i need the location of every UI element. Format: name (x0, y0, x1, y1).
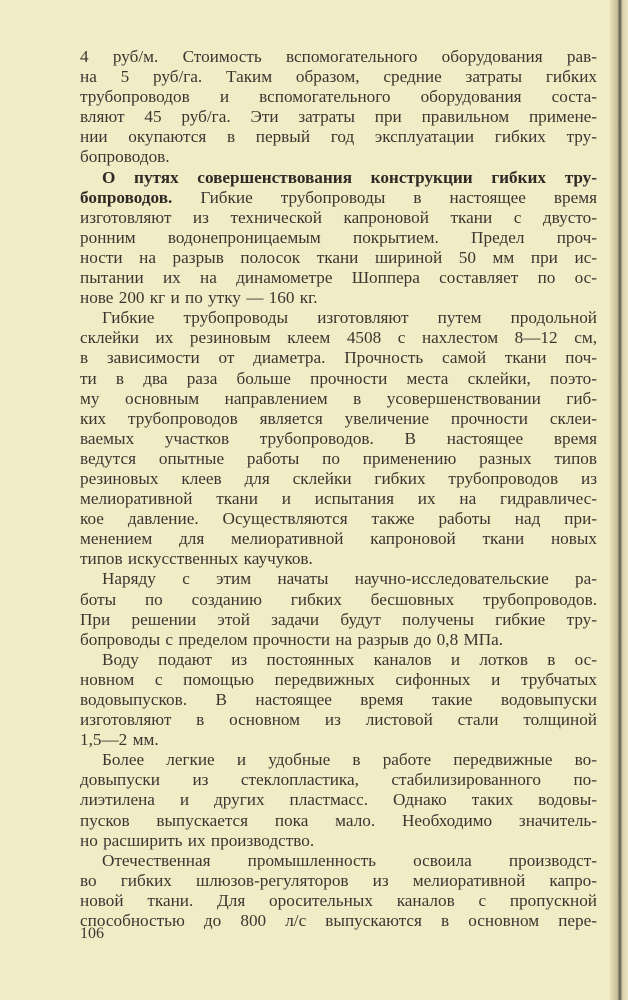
bold-heading: бопроводов. (80, 187, 173, 207)
line-text: ведутся опытные работы по применению разных типов (80, 448, 597, 468)
line-text: изготовляют из технической капроновой ткани с двусто- (80, 207, 597, 227)
text-line (80, 188, 597, 208)
line-text: ности на разрыв полосок ткани шириной 50 мм при ис- (80, 247, 597, 267)
text-line (80, 127, 597, 147)
text-line (80, 670, 597, 690)
line-text: Воду подают из постоянных каналов и лотков в ос- (102, 649, 597, 669)
line-text: нове 200 кг и по утку — 160 кг. (80, 288, 318, 308)
line-text: ронним водонепроницаемым покрытием. Предел проч- (80, 227, 597, 247)
page-binding-edge (610, 0, 628, 1000)
line-text: склейки их резиновым клеем 4508 с нахлестом 8—12 см, (80, 328, 597, 348)
text-line (80, 429, 597, 449)
line-text: Гибкие трубопроводы изготовляют путем продольной (102, 308, 597, 328)
line-text: 4 руб/м. Стоимость вспомогательного оборудования рав- (80, 47, 597, 66)
paragraph (80, 650, 597, 750)
line-text: способностью до 800 л/с выпускаются в основном пере- (80, 911, 597, 931)
text-line (80, 328, 597, 348)
text-line (80, 107, 597, 127)
line-text: резиновых клеев для склейки гибких трубопроводов из (80, 468, 597, 488)
line-text: мелиоративной ткани и испытания их на гидравличес- (80, 489, 597, 509)
line-text: ких трубопроводов является увеличение прочности склеи- (80, 408, 597, 428)
line-text: пусков выпускается пока мало. Необходимо значитель- (80, 810, 597, 830)
text-line (80, 750, 597, 770)
text-line (80, 811, 597, 831)
page-number: 106 (80, 925, 104, 942)
text-line (80, 288, 597, 308)
paragraph (80, 168, 597, 309)
text-line (80, 569, 597, 589)
paragraph (80, 851, 597, 931)
line-text: бопроводы с пределом прочности на разрыв до 0,8 МПа. (80, 629, 504, 649)
text-line (80, 469, 597, 489)
text-line (80, 489, 597, 509)
text-line (80, 851, 597, 871)
text-line (80, 509, 597, 529)
line-text: новном с помощью передвижных сифонных и трубчатых (80, 669, 597, 689)
line-text: типов искусственных каучуков. (80, 549, 313, 569)
text-line (80, 87, 597, 107)
line-text: Более легкие и удобные в работе передвижные во- (102, 750, 597, 770)
line-text: бопроводов. (80, 147, 170, 167)
paragraph (80, 47, 597, 168)
line-text: пытании их на динамометре Шоппера составляет по ос- (80, 268, 597, 288)
text-line (80, 348, 597, 368)
text-line (80, 529, 597, 549)
text-line (80, 610, 597, 630)
line-text: на 5 руб/га. Таким образом, средние затраты гибких (80, 67, 597, 87)
text-line (80, 208, 597, 228)
text-line (80, 790, 597, 810)
text-line (80, 308, 597, 328)
text-line (80, 911, 597, 931)
line-text: кое давление. Осуществляются также работы над при- (80, 509, 597, 529)
line-text: ти в два раза больше прочности места склейки, поэто- (80, 368, 597, 388)
line-text: 1,5—2 мм. (80, 730, 159, 750)
line-text: довыпуски из стеклопластика, стабилизированного по- (80, 770, 597, 790)
paragraph (80, 569, 597, 649)
text-line (80, 871, 597, 891)
text-line (80, 730, 597, 750)
line-text: трубопроводов и вспомогательного оборудования соста- (80, 87, 597, 107)
line-text: в зависимости от диаметра. Прочность самой ткани поч- (80, 348, 597, 368)
text-line (80, 690, 597, 710)
line-text: ваемых участков трубопроводов. В настоящее время (80, 428, 597, 448)
line-text: водовыпусков. В настоящее время такие водовыпуски (80, 690, 597, 709)
text-line (80, 369, 597, 389)
text-line (80, 47, 597, 67)
line-text: нии окупаются в первый год эксплуатации гибких тру- (80, 127, 597, 147)
text-line (80, 389, 597, 409)
line-text: изготовляют в основном из листовой стали толщиной (80, 710, 597, 730)
text-line (80, 630, 597, 650)
line-text: менением для мелиоративной капроновой ткани новых (80, 529, 597, 549)
line-text: но расширить их производство. (80, 830, 315, 850)
text-line (80, 67, 597, 87)
page-body (80, 47, 597, 931)
text-line (80, 268, 597, 288)
line-text: новой ткани. Для оросительных каналов с пропускной (80, 890, 597, 910)
paragraph (80, 750, 597, 850)
line-text: во гибких шлюзов-регуляторов из мелиоративной капро- (80, 870, 597, 890)
line-text: Отечественная промышленность освоила производст- (102, 850, 597, 870)
line-text: Гибкие трубопроводы в настоящее время (172, 187, 597, 207)
text-line (80, 590, 597, 610)
text-line (80, 650, 597, 670)
text-line (80, 409, 597, 429)
text-line (80, 449, 597, 469)
text-line (80, 770, 597, 790)
text-line (80, 831, 597, 851)
line-text: При решении этой задачи будут получены гибкие тру- (80, 609, 597, 629)
text-line (80, 147, 597, 167)
line-text: му основным направлением в усовершенствовании гиб- (80, 388, 597, 408)
text-line (80, 710, 597, 730)
line-text: Наряду с этим начаты научно-исследовательские ра- (102, 569, 597, 589)
text-line (80, 549, 597, 569)
line-text: лиэтилена и других пластмасс. Однако таких водовы- (80, 790, 597, 810)
paragraph (80, 308, 597, 569)
line-text: боты по созданию гибких бесшовных трубопроводов. (80, 589, 597, 609)
text-line (80, 168, 597, 188)
line-text: вляют 45 руб/га. Эти затраты при правильном примене- (80, 107, 597, 127)
text-line (80, 248, 597, 268)
bold-heading: О путях совершенствования конструкции гибких тру- (102, 167, 597, 187)
text-line (80, 891, 597, 911)
text-line (80, 228, 597, 248)
